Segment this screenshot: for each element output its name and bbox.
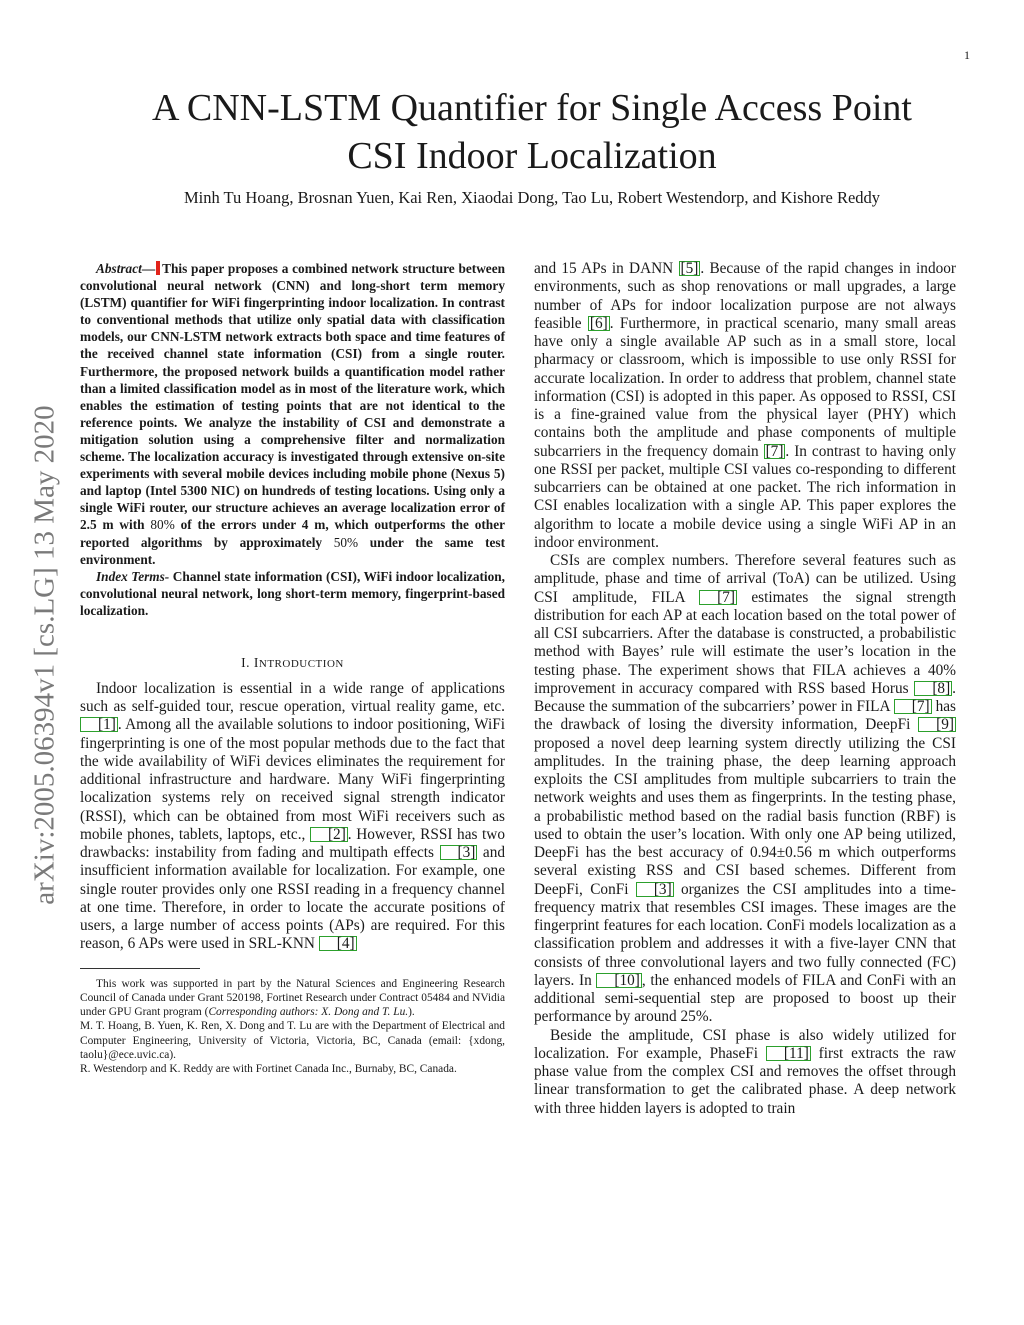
right-paragraph-2 [534,552,956,1027]
right-paragraph-3 [534,1027,956,1118]
abstract-text-1: This paper proposes a combined network structure between convolutional neural network (CNN) and long-short term memory (LSTM) quantifier for WiFi fingerprinting indoor localization. In contrast to conventional methods that utilize only spatial data with classification models, our CNN-LSTM network extracts both space and time features of the received channel state information (CSI) from a single router. Furthermore, the proposed network builds a quantification model rather than a limited classification model as in most of the literature work, which enables the estimation of testing points that are not identical to the reference points. We analyze the instability of CSI and demonstrate a mitigation solution using a comprehensive filter and normalization scheme. The localization accuracy is investigated through extensive on-site experiments with several mobile devices including mobile phone (Nexus 5) and laptop (Intel 5300 NIC) on hundreds of testing locations. Using only a single WiFi router, our structure achieves an average localization error of 2.5 m with [80,261,505,533]
footnote-funding [80,977,505,1020]
section-number: I. [241,654,251,670]
right-p2-text-3: improvement in accuracy compared with RSS based Horus [534,679,915,697]
right-p2-text-1: CSIs are complex numbers. Therefore several features such as amplitude, phase and time of arrival (ToA) can be utilized. Using CSI amplitude, FILA [534,552,956,606]
abstract [80,260,505,568]
right-p1-text-4: . In contrast to having only one RSSI per packet, multiple CSI values co-responding to different subcarriers can be obtained at one packet. The rich information in CSI enables localization with a single AP. This paper explores the algorithm to locate a mobile device using a single WiFi AP in an indoor environment. [534,442,956,551]
citation-link[interactable]: [7] [765,442,784,460]
citation-link[interactable]: [5] [680,260,699,277]
index-terms-label: Index Terms- [96,568,170,584]
title-line-2: CSI Indoor Localization [347,135,717,177]
citation-link[interactable]: [6] [589,314,608,332]
page-number: 1 [964,48,970,62]
title-line-1: A CNN-LSTM Quantifier for Single Access Point [152,87,912,129]
abstract-label: Abstract [96,261,142,276]
right-p2-math-2: 0.94±0.56 m [749,844,831,861]
citation-link[interactable]: [9] [918,717,956,732]
text-cursor-marker [156,261,160,275]
right-p2-math-1: 40% [927,661,956,679]
right-p2-text-6: proposed a novel deep learning system directly utilizing the CSI amplitudes. In the training phase, the deep learning approach exploits the CSI amplitudes from multiple subcarriers to train the network weights and uses them as fingerprints. In the testing phase, a probabilistic method based on the radial basis function (RBF) is used to obtain the user’s location. With only one AP being utilized, DeepFi has the best accuracy of [534,734,956,861]
intro-text-4: and insufficient information available for localization. For example, one single router provides only one RSSI reading in a frequency channel at one time. Therefore, in order to locate the accurate positions of users, a large number of access points (APs) are required. For this reason, 6 APs were used in SRL-KNN [80,844,505,953]
author-list: Minh Tu Hoang, Brosnan Yuen, Kai Ren, Xiaodai Dong, Tao Lu, Robert Westendorp, and Kishore Reddy [183,188,881,207]
right-p2-text-7: which outperforms several existing RSS and CSI based schemes. Different from DeepFi, ConFi [534,844,956,898]
index-terms-text: Channel state information (CSI), WiFi indoor localization, convolutional neural network, long short-term memory, fingerprint-based localization. [80,568,505,618]
intro-text-2: . Among all the available solutions to indoor positioning, WiFi fingerprinting is one of the most popular methods due to the fact that the wide availability of WiFi devices eliminates the requirement for additional infrastructure and hardware. Many WiFi fingerprinting localization systems rely on received signal strength indicator (RSSI), which can be obtained from most WiFi receivers such as mobile phones, tablets, laptops, etc., [80,716,505,843]
abstract-dash: — [141,261,156,276]
citation-link[interactable]: [8] [914,681,952,696]
footnote-funding-text: This work was supported in part by the Natural Sciences and Engineering Research Council of Canada under Grant 520198, Fortinet Research under Contract 05484 and NVidia under GPU Grant program ( [80,977,505,1019]
abstract-math-1: 80% [150,517,175,533]
intro-paragraph [80,680,505,954]
citation-link[interactable]: [1] [80,717,118,732]
footnote-divider [80,968,200,969]
right-p2-text-4: . Because the summation of the subcarriers’ power in FILA [534,679,956,715]
intro-text-3: . However, RSSI has two drawbacks: instability from fading and multipath effects [80,825,505,862]
footnote-affiliation-uvic: M. T. Hoang, B. Yuen, K. Ren, X. Dong and T. Lu are with the Department of Electrical and Computer Engineering, University of Victoria, Victoria, BC, Canada (email: {xdong, taolu}@ece.uvic.ca). [80,1020,505,1061]
right-p1-text-3: . Furthermore, in practical scenario, many small areas have only a single available AP such as in a small store, local pharmacy or classroom, which is impossible to use only RSSI for accurate localization. In order to address that problem, channel state information (CSI) is adopted in this paper. As opposed to RSSI, CSI is a fine-grained value from the physical layer (PHY) which contains both the amplitude and phase components of multiple subcarriers in the frequency domain [534,314,956,460]
right-p2-math-3: 25% [680,1008,709,1026]
abstract-text-3: under the same test environment. [80,534,505,567]
abstract-text-2: of the errors under 4 m, which outperforms the other reported algorithms by approximately [80,517,505,550]
intro-text-1: Indoor localization is essential in a wide range of applications such as self-guided tour, rescue operation, virtual reality game, etc. [80,679,505,716]
citation-link[interactable]: [7] [894,699,932,714]
footnote-corresponding: Corresponding authors: X. Dong and T. Lu. [208,1006,409,1019]
right-p2-text-8: organizes the CSI amplitudes into a time-frequency matrix that resembles CSI images. These images are the fingerprint features for each location. ConFi models localization as a classification problem and addresses it with a five-layer CNN that consists of three convolutional layers and two fully connected (FC) layers. In [534,880,956,989]
right-column [534,260,956,1118]
footnote-affiliation-fortinet: R. Westendorp and K. Reddy are with Fortinet Canada Inc., Burnaby, BC, Canada. [80,1062,457,1075]
right-paragraph-1 [534,260,956,552]
footnote-funding-end: ). [408,1006,415,1019]
citation-link[interactable]: [3] [440,845,478,860]
right-p2-text-9: , the enhanced models of FILA and ConFi with an additional semi-sequential step are proposed to boost up their performance by around [534,971,956,1026]
right-p1-text-1: and 15 APs in DANN [534,260,679,277]
paper-title [80,84,984,180]
section-title-first-letter: I [253,654,259,670]
right-p3-text-1: Beside the amplitude, CSI phase is also widely utilized for localization. For example, PhaseFi [534,1026,956,1062]
citation-link[interactable]: [7] [699,590,737,605]
right-p2-text-10: . [708,1008,713,1026]
citation-link[interactable]: [2] [310,827,348,842]
citation-link[interactable]: [11] [766,1046,811,1061]
citation-link[interactable]: [3] [636,882,674,897]
citation-link[interactable]: [10] [596,973,642,988]
section-title-rest: NTRODUCTION [258,657,344,670]
arxiv-identifier: arXiv:2005.06394v1 [cs.LG] 13 May 2020 [28,405,61,905]
right-p2-text-2: estimates the signal strength distribution for each AP at each location based on the total power of all CSI subcarriers. After the database is constructed, a probabilistic method with Bayes’ rule will estimate the user’s location in the testing phase. The experiment shows that FILA achieves a [534,588,956,679]
index-terms [80,568,505,619]
section-heading-introduction [80,655,505,671]
citation-link[interactable]: [4] [319,936,357,951]
right-p2-text-5: has the drawback of losing the diversity information, DeepFi [534,698,956,734]
right-p1-text-2: . Because of the rapid changes in indoor environments, such as shop renovations or mall upgrades, a large number of APs for indoor localization purpose are not always feasible [534,260,956,332]
right-p3-text-2: first extracts the raw phase value from the complex CSI and removes the offset through linear transformation to get the calibrated phase. A deep network with three hidden layers is adopted to train [534,1044,957,1117]
abstract-math-2: 50% [333,534,359,550]
left-column [80,260,505,1076]
